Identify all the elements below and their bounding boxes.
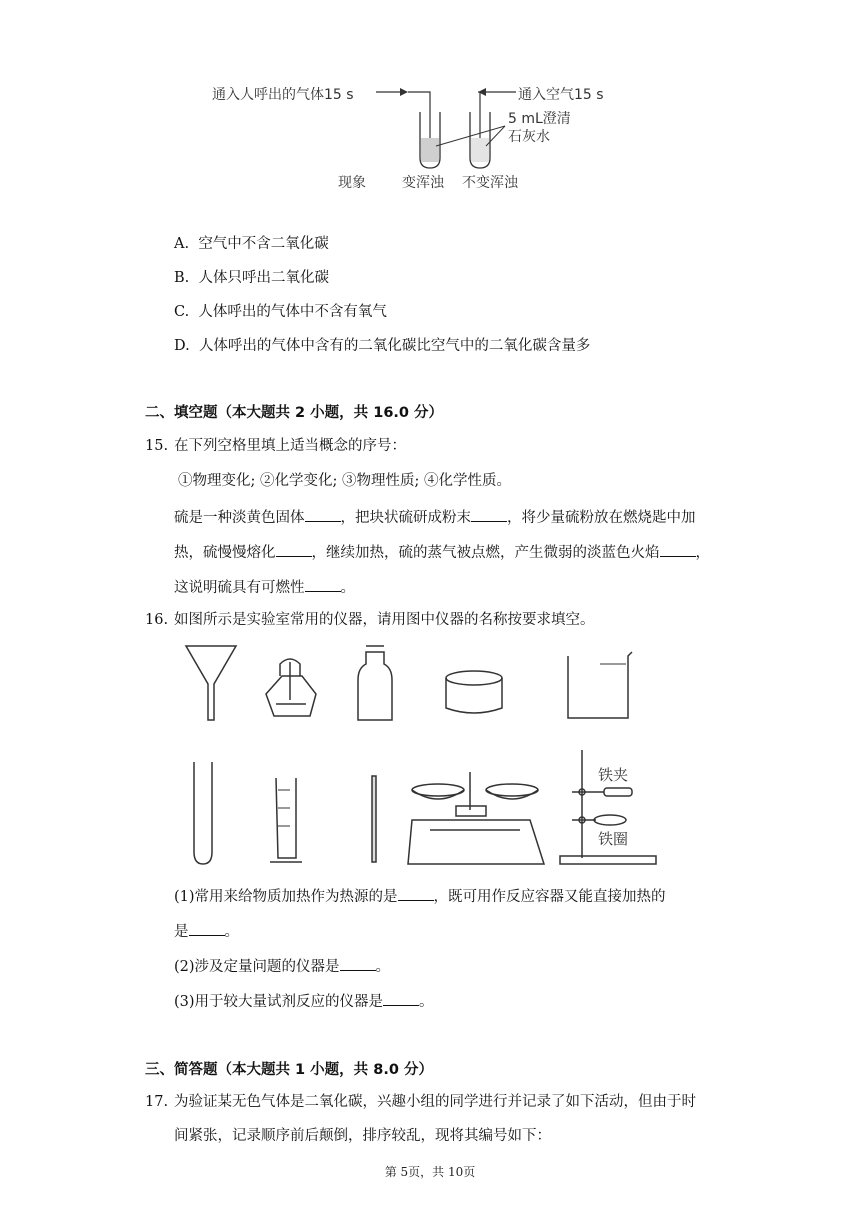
label-air: 通入空气15 s: [518, 87, 604, 103]
q17-number: 17.: [145, 1094, 169, 1110]
page-footer: 第 5页，共 10页: [384, 1165, 476, 1179]
option-a[interactable]: A. 空气中不含二氧化碳: [174, 236, 329, 252]
label-phenomenon: 现象: [338, 175, 366, 191]
answer-blank[interactable]: [189, 921, 225, 936]
balance-icon: [408, 772, 544, 864]
beaker-icon: [568, 652, 632, 718]
label-not-turbid: 不变浑浊: [462, 175, 518, 191]
q15-line-1: 硫是一种淡黄色固体 ，把块状硫研成粉末 ，将少量硫粉放在燃烧匙中加: [174, 507, 696, 528]
test-tube-icon: [194, 762, 212, 864]
q17-line-2: 间紧张，记录顺序前后颠倒，排序较乱，现将其编号如下：: [174, 1128, 551, 1144]
crystallizing-dish-icon: [446, 671, 502, 713]
label-exhaled-gas: 通入人呼出的气体15 s: [212, 87, 354, 103]
option-c[interactable]: C. 人体呼出的气体中不含有氧气: [174, 304, 387, 320]
graduated-cylinder-icon: [270, 778, 302, 862]
q16-sub-2: (2)涉及定量问题的仪器是 。: [174, 956, 390, 977]
section-3-title: 三、简答题（本大题共 1 小题，共 8.0 分）: [145, 1062, 433, 1078]
funnel-icon: [186, 646, 236, 720]
q15-line-2: 热，硫慢慢熔化 ，继续加热，硫的蒸气被点燃，产生微弱的淡蓝色火焰 ，: [174, 542, 710, 563]
q16-stem: 如图所示是实验室常用的仪器，请用图中仪器的名称按要求填空。: [174, 612, 595, 628]
q15-line-3: 这说明硫具有可燃性 。: [174, 577, 355, 598]
option-b[interactable]: B. 人体只呼出二氧化碳: [174, 270, 329, 286]
q16-sub-3: (3)用于较大量试剂反应的仪器是 。: [174, 991, 434, 1012]
label-limewater: 石灰水: [508, 129, 550, 145]
q15-concepts: ①物理变化; ②化学变化; ③物理性质; ④化学性质。: [178, 473, 511, 489]
label-turbid: 变浑浊: [402, 175, 444, 191]
alcohol-lamp-icon: [266, 659, 316, 716]
answer-blank[interactable]: [340, 956, 376, 971]
q15-stem: 在下列空格里填上适当概念的序号：: [174, 438, 406, 454]
q17-line-1: 为验证某无色气体是二氧化碳，兴趣小组的同学进行并记录了如下活动，但由于时: [174, 1094, 696, 1110]
label-iron-clamp: 铁夹: [598, 766, 629, 784]
option-d[interactable]: D. 人体呼出的气体中含有的二氧化碳比空气中的二氧化碳含量多: [174, 338, 591, 354]
answer-blank[interactable]: [398, 886, 434, 901]
reagent-bottle-icon: [358, 646, 392, 720]
q16-sub-1: (1)常用来给物质加热作为热源的是 ，既可用作反应容器又能直接加热的: [174, 886, 666, 907]
glass-rod-icon: [372, 776, 376, 862]
q16-number: 16.: [145, 612, 169, 628]
label-iron-ring: 铁圈: [598, 830, 629, 848]
label-limewater-volume: 5 mL澄清: [508, 111, 571, 127]
q15-number: 15.: [145, 438, 169, 454]
section-2-title: 二、填空题（本大题共 2 小题，共 16.0 分）: [145, 405, 444, 421]
q16-sub-1-cont: 是 。: [174, 921, 239, 942]
answer-blank[interactable]: [383, 991, 419, 1006]
